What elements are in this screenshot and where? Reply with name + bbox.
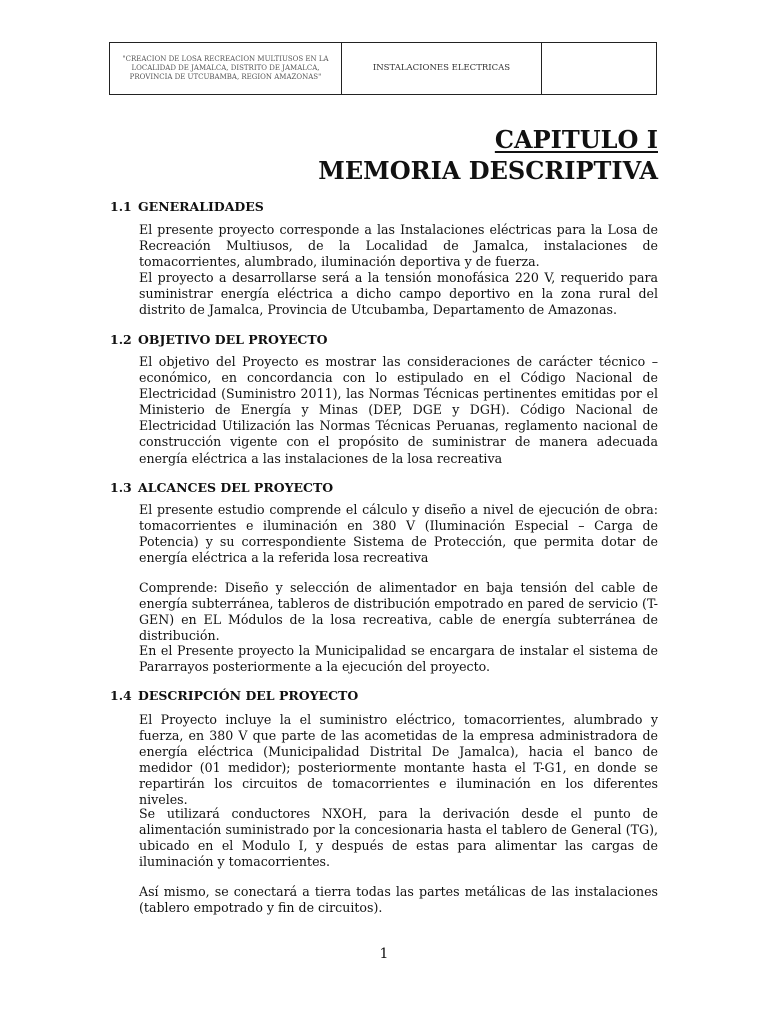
paragraph: El presente proyecto corresponde a las Instalaciones eléctricas para la Losa de Recreación Multiusos, de la Localidad de Jamalca, instalaciones de tomacorrientes, alumbrado, iluminación deportiva y de fuerza.	[139, 222, 658, 270]
section-heading-generalidades	[110, 199, 264, 215]
chapter-subtitle: MEMORIA DESCRIPTIVA	[318, 156, 658, 185]
header-section-label: INSTALACIONES ELECTRICAS	[342, 43, 542, 95]
section-title: ALCANCES DEL PROYECTO	[138, 480, 334, 495]
section-number: 1.3	[110, 480, 132, 495]
section-heading-descripcion	[110, 688, 358, 704]
chapter-title: CAPITULO I	[494, 125, 658, 154]
section-title: OBJETIVO DEL PROYECTO	[138, 332, 328, 347]
header-empty-cell	[542, 43, 657, 95]
paragraph: En el Presente proyecto la Municipalidad se encargara de instalar el sistema de Pararrayos posteriormente a la ejecución del proyecto.	[139, 643, 658, 675]
paragraph: Así mismo, se conectará a tierra todas las partes metálicas de las instalaciones (tablero empotrado y fin de circuitos).	[139, 884, 658, 916]
paragraph: Se utilizará conductores NXOH, para la derivación desde el punto de alimentación suministrado por la concesionaria hasta el tablero de General (TG), ubicado en el Modulo I, y después de estas para alimentar las cargas de iluminación y tomacorrientes.	[139, 806, 658, 870]
section-heading-objetivo	[110, 332, 328, 348]
header-project-title: "CREACION DE LOSA RECREACION MULTIUSOS EN LA LOCALIDAD DE JAMALCA, DISTRITO DE JAMALCA, PROVINCIA DE UTCUBAMBA, REGION AMAZONAS"	[110, 43, 342, 95]
section-number: 1.2	[110, 332, 132, 347]
chapter-heading	[318, 124, 658, 186]
section-title: DESCRIPCIÓN DEL PROYECTO	[138, 688, 359, 703]
document-header-table	[109, 42, 657, 95]
paragraph: El Proyecto incluye la el suministro eléctrico, tomacorrientes, alumbrado y fuerza, en 380 V que parte de las acometidas de la empresa administradora de energía eléctrica (Municipalidad Distrital De Jamalca), hacia el banco de medidor (01 medidor); posteriormente montante hasta el T-G1, en donde se repartirán los circuitos de tomacorrientes e iluminación en los diferentes niveles.	[139, 712, 658, 808]
paragraph: El presente estudio comprende el cálculo y diseño a nivel de ejecución de obra: tomacorrientes e iluminación en 380 V (Iluminación Especial – Carga de Potencia) y su correspondiente Sistema de Protección, que permita dotar de energía eléctrica a la referida losa recreativa	[139, 502, 658, 566]
section-title: GENERALIDADES	[138, 199, 264, 214]
paragraph: Comprende: Diseño y selección de alimentador en baja tensión del cable de energía subterránea, tableros de distribución empotrado en pared de servicio (T-GEN) en EL Módulos de la losa recreativa, cable de energía subterránea de distribución.	[139, 580, 658, 644]
section-number: 1.4	[110, 688, 132, 703]
paragraph: El objetivo del Proyecto es mostrar las consideraciones de carácter técnico – económico, en concordancia con lo estipulado en el Código Nacional de Electricidad (Suministro 2011), las Normas Técnicas pertinentes emitidas por el Ministerio de Energía y Minas (DEP, DGE y DGH). Código Nacional de Electricidad Utilización las Normas Técnicas Peruanas, reglamento nacional de construcción vigente con el propósito de suministrar de manera adecuada energía eléctrica a las instalaciones de la losa recreativa	[139, 354, 658, 466]
section-heading-alcances	[110, 480, 333, 496]
paragraph: El proyecto a desarrollarse será a la tensión monofásica 220 V, requerido para suministrar energía eléctrica a dicho campo deportivo en la zona rural del distrito de Jamalca, Provincia de Utcubamba, Departamento de Amazonas.	[139, 270, 658, 318]
section-number: 1.1	[110, 199, 132, 214]
page-number: 1	[379, 946, 389, 962]
